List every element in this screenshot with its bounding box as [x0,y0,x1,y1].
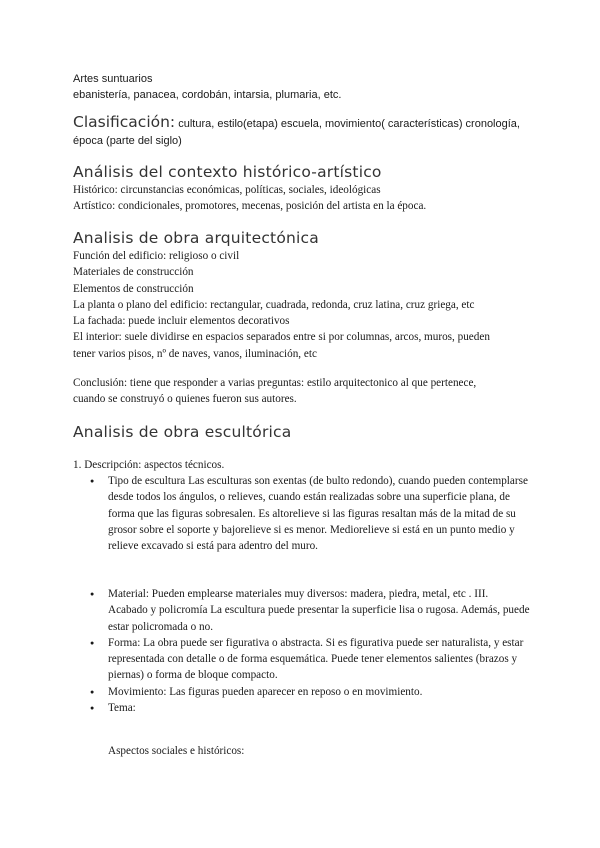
contexto-section [73,162,560,215]
arquitectonica-line: La fachada: puede incluir elementos decorativos [73,315,290,328]
intro-list: ebanistería, panacea, cordobán, intarsia, plumaria, etc. [73,89,342,101]
arquitectonica-line: Materiales de construcción [73,266,194,279]
bullet-item: ● Forma: La obra puede ser figurativa o abstracta. Si es figurativa puede ser naturalista, y estar representada con detalle o de forma esquemática. Puede tener elementos salientes (brazos y piernas) o forma de bloque compacto. [90,635,530,684]
clasificacion-section [73,114,560,150]
arquitectonica-conclusion [73,375,560,408]
conclusion-line: cuando se construyó o quienes fueron sus autores. [73,393,297,406]
bullet-item: ● Material: Pueden emplearse materiales muy diversos: madera, piedra, metal, etc . III. Acabado y policromía La escultura puede presentar la superficie lisa o rugosa. Además, puede estar policromada o no. [90,586,530,635]
arquitectonica-section [73,228,560,362]
clasificacion-text-cont: época (parte del siglo) [73,135,182,147]
bullet-list-tipo [90,473,530,554]
aspectos-sociales [108,743,244,759]
contexto-line: Histórico: circunstancias económicas, políticas, sociales, ideológicas [73,184,381,196]
arquitectonica-heading: Analisis de obra arquitectónica [73,229,319,247]
arquitectonica-line: El interior: suele dividirse en espacios separados entre si por columnas, arcos, muros, pueden [73,331,490,344]
bullet-item: ● Tema: [90,700,530,716]
escultorica-section [73,422,560,442]
aspectos-line: Aspectos sociales e históricos: [108,745,245,757]
descripcion-line-wrap [73,457,560,473]
bullet-item: ● Movimiento: Las figuras pueden aparecer en reposo o en movimiento. [90,684,530,700]
intro-title: Artes suntuarios [73,73,153,85]
conclusion-line: Conclusión: tiene que responder a varias preguntas: estilo arquitectonico al que pertenece, [73,377,477,389]
contexto-line: Artístico: condicionales, promotores, mecenas, posición del artista en la época. [73,200,427,213]
escultorica-heading: Analisis de obra escultórica [73,423,292,441]
bullet-list-details [90,586,530,716]
intro-section [73,71,560,103]
arquitectonica-line: La planta o plano del edificio: rectangular, cuadrada, redonda, cruz latina, cruz griega, etc [73,298,475,311]
arquitectonica-line: Elementos de construcción [73,282,194,295]
clasificacion-text: cultura, estilo(etapa) escuela, movimiento( características) cronología, [175,118,520,130]
arquitectonica-line: tener varios pisos, nº de naves, vanos, iluminación, etc [73,347,317,360]
arquitectonica-line: Función del edificio: religioso o civil [73,250,240,262]
descripcion-line: 1. Descripción: aspectos técnicos. [73,459,225,471]
clasificacion-heading: Clasificación: [73,113,176,131]
bullet-item: ● Tipo de escultura Las esculturas son exentas (de bulto redondo), cuando pueden contemplarse desde todos los ángulos, o relieves, cuando están realizadas sobre una superficie plana, de forma que las figuras sobresalen. Es altorelieve si las figuras resaltan más de la mitad de su grosor sobre el soporte y bajorelieve si es menor. Mediorelieve si está en un punto medio y relieve excavado si está para adentro del muro. [90,473,530,554]
contexto-heading: Análisis del contexto histórico-artístico [73,163,382,181]
